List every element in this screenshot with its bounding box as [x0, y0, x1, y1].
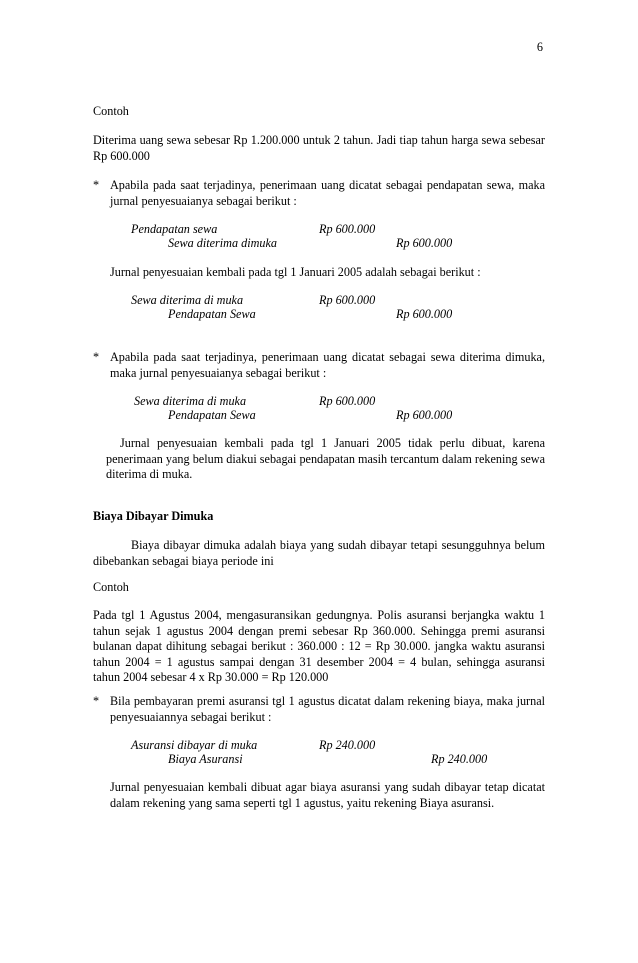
credit-account: Sewa diterima dimuka [168, 236, 277, 250]
page-number: 6 [536, 40, 543, 54]
debit-amount: Rp 600.000 [319, 293, 376, 307]
bullet-marker: * [93, 694, 100, 708]
definition-paragraph: Biaya dibayar dimuka adalah biaya yang sudah dibayar tetapi sesungguhnya belum dibebankan sebagai biaya periode ini [93, 538, 545, 568]
credit-account: Pendapatan Sewa [168, 408, 256, 422]
case2-note-paragraph: Jurnal penyesuaian kembali pada tgl 1 Januari 2005 tidak perlu dibuat, karena penerimaan yang belum diakui sebagai pendapatan masih tercantum dalam rekening sewa diterima di muka. [106, 436, 545, 481]
example-label: Contoh [93, 580, 129, 594]
debit-account: Pendapatan sewa [131, 222, 218, 236]
credit-amount: Rp 240.000 [431, 752, 488, 766]
case1-paragraph: Apabila pada saat terjadinya, penerimaan uang dicatat sebagai pendapatan sewa, maka jurnal penyesuaianya sebagai berikut : [110, 178, 545, 208]
example-label: Contoh [93, 104, 129, 118]
section-heading: Biaya Dibayar Dimuka [93, 509, 214, 523]
rent-intro-paragraph: Diterima uang sewa sebesar Rp 1.200.000 untuk 2 tahun. Jadi tiap tahun harga sewa sebesar Rp 600.000 [93, 133, 545, 163]
case2-paragraph: Apabila pada saat terjadinya, penerimaan uang dicatat sebagai sewa diterima dimuka, maka jurnal penyesuaianya sebagai berikut : [110, 350, 545, 380]
credit-amount: Rp 600.000 [396, 307, 453, 321]
credit-account: Biaya Asuransi [168, 752, 243, 766]
bullet-marker: * [93, 350, 100, 364]
insurance-case-paragraph: Bila pembayaran premi asuransi tgl 1 agustus dicatat dalam rekening biaya, maka jurnal penyesuaiannya sebagai berikut : [110, 694, 545, 724]
credit-amount: Rp 600.000 [396, 408, 453, 422]
debit-account: Sewa diterima di muka [134, 394, 247, 408]
debit-amount: Rp 600.000 [319, 394, 376, 408]
insurance-example-paragraph: Pada tgl 1 Agustus 2004, mengasuransikan gedungnya. Polis asuransi berjangka waktu 1 tahun sejak 1 agustus 2004 dengan premi sebesar Rp 360.000. Sehingga premi asuransi bulanan dapat dihitung sebagai berikut : 360.000 : 12 = Rp 30.000. jangka waktu asuransi tahun 2004 = 1 agustus sampai dengan 31 desember 2004 = 4 bulan, sehingga asuransi tahun 2004 sebesar 4 x Rp 30.000 = Rp 120.000 [93, 608, 545, 684]
debit-account: Asuransi dibayar di muka [131, 738, 258, 752]
credit-amount: Rp 600.000 [396, 236, 453, 250]
credit-account: Pendapatan Sewa [168, 307, 256, 321]
debit-amount: Rp 240.000 [319, 738, 376, 752]
case1-reversal-paragraph: Jurnal penyesuaian kembali pada tgl 1 Januari 2005 adalah sebagai berikut : [110, 265, 481, 279]
debit-amount: Rp 600.000 [319, 222, 376, 236]
bullet-marker: * [93, 178, 100, 192]
insurance-note-paragraph: Jurnal penyesuaian kembali dibuat agar biaya asuransi yang sudah dibayar tetap dicatat dalam rekening yang sama seperti tgl 1 agustus, yaitu rekening Biaya asuransi. [110, 780, 545, 810]
debit-account: Sewa diterima di muka [131, 293, 244, 307]
